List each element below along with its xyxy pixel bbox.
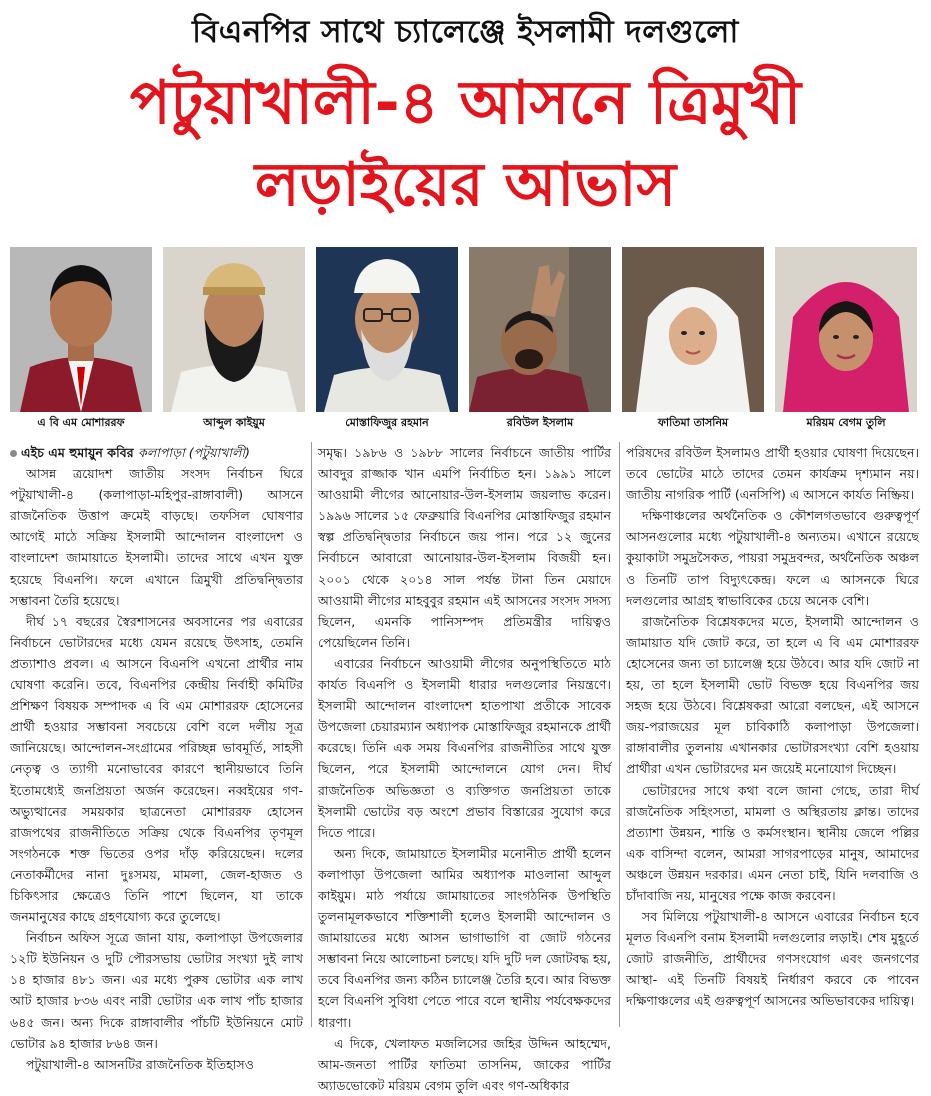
paragraph: অন্য দিকে, জামায়াতে ইসলামীর মনোনীত প্রার্থী হলেন কলাপাড়া উপজেলা আমির অধ্যাপক মাওলানা আব্দুল কাইয়ুম। মাঠ পর্যায়ে জামায়াতের সাংগঠনিক উপস্থিতি তুলনামূলকভাবে শক্তিশালী হলেও ইসলামী আন্দোলন ও জামায়াতের মধ্যে আসন ভাগাভাগি বা জোট গঠনের সম্ভাবনা নিয়ে আলোচনা চলছে। যদি দুটি দল জোটবদ্ধ হয়, তবে বিএনপির জন্য কঠিন চ্যালেঞ্জ তৈরি হবে। আর বিভক্ত হলে বিএনপি সুবিধা পেতে পারে বলে স্থানীয় পর্যবেক্ষকদের ধারণা। bbox=[318, 845, 611, 1030]
byline-location: কলাপাড়া (পটুয়াখালী) bbox=[138, 445, 250, 460]
main-headline-line-2: লড়াইয়ের আভাস bbox=[254, 150, 677, 220]
paragraph: ভোটারদের সাথে কথা বলে জানা গেছে, তারা দীর্ঘ রাজনৈতিক সহিংসতা, মামলা ও অস্থিরতায় ক্লান্ত। তাদের প্রত্যাশা উন্নয়ন, শান্তি ও কর্মসংস্থান। স্থানীয় জেলে পল্লির এক বাসিন্দা বলেন, আমরা সাগরপাড়ের মানুষ, আমাদের অঞ্চলে উন্নয়ন দরকার। এমন নেতা চাই, যিনি দলবাজি ও চাঁদাবাজি নয়, মানুষের পক্ষে কাজ করবেন। bbox=[626, 782, 919, 903]
paragraph: দীর্ঘ ১৭ বছরের স্বৈরশাসনের অবসানের পর এবারের নির্বাচনে ভোটারদের মধ্যে যেমন রয়েছে উৎসাহ, তেমনি প্রত্যাশাও প্রবল। এ আসনে বিএনপি এখনো প্রার্থীর নাম ঘোষণা করেনি। তবে, বিএনপির কেন্দ্রীয় নির্বাহী কমিটির প্রশিক্ষণ বিষয়ক সম্পাদক এ বি এম মোশাররফ হোসেনের প্রার্থী হওয়ার সম্ভাবনা সবচেয়ে বেশি বলে দলীয় সূত্র জানিয়েছে। আন্দোলন-সংগ্রামের পরিচ্ছন্ন ভাবমূর্তি, সাহসী নেতৃত্ব ও ত্যাগী মনোভাবের কারণে স্থানীয়ভাবে তিনি ইতোমধ্যেই জনপ্রিয়তা অর্জন করেছেন। নব্বইয়ের গণ-অভ্যুত্থানের সময়কার ছাত্রনেতা মোশাররফ হোসেন রাজপথের রাজনীতিতে সক্রিয় থেকে বিএনপির তৃণমূল সংগঠনকে শক্ত ভিতের ওপর দাঁড় করিয়েছেন। দলের নেতাকর্মীদের নানা দুঃসময়, মামলা, জেল-হাজত ও চিকিৎসার ক্ষেত্রেও তিনি পাশে ছিলেন, যা তাকে জনমানুষের কাছে গ্রহণযোগ্য করে তুলেছে। bbox=[10, 613, 303, 925]
column-divider bbox=[311, 442, 312, 1027]
byline-author: এইচ এম হুমায়ুন কবির bbox=[21, 445, 134, 460]
article-column-1 bbox=[10, 442, 303, 1072]
byline bbox=[10, 442, 303, 463]
caption-photo-4: রবিউল ইসলাম bbox=[506, 416, 574, 429]
candidate-photo-4 bbox=[469, 247, 611, 412]
bullet-icon bbox=[10, 450, 17, 457]
caption-photo-5: ফাতিমা তাসনিম bbox=[657, 416, 729, 429]
paragraph: নির্বাচন অফিস সূত্রে জানা যায়, কলাপাড়া উপজেলার ১২টি ইউনিয়ন ও দুটি পৌরসভায় ভোটার সংখ্যা দুই লাখ ১৪ হাজার ৪৮১ জন। এর মধ্যে পুরুষ ভোটার এক লাখ আট হাজার ৮৩৬ এবং নারী ভোটার এক লাখ পাঁচ হাজার ৬৪৫ জন। অন্য দিকে রাঙ্গাবালীর পাঁচটি ইউনিয়নে মোট ভোটার ৯৪ হাজার ৮৬৪ জন। bbox=[10, 930, 303, 1051]
caption-photo-3: মোস্তাফিজুর রহমান bbox=[345, 416, 429, 429]
article-column-3 bbox=[626, 442, 919, 1027]
paragraph: সমৃদ্ধ। ১৯৮৬ ও ১৯৮৮ সালের নির্বাচনে জাতীয় পার্টির আবদুর রাজ্জাক খান এমপি নির্বাচিত হন। ১৯৯১ সালে আওয়ামী লীগের আনোয়ার-উল-ইসলাম জয়লাভ করেন। ১৯৯৬ সালের ১৫ ফেব্রুয়ারি বিএনপির মোস্তাফিজুর রহমান স্বল্প প্রতিদ্বন্দ্বিতার নির্বাচনে জয় পান। পরে ১২ জুনের নির্বাচনে আবারো আনোয়ার-উল-ইসলাম বিজয়ী হন। ২০০১ থেকে ২০১৪ সাল পর্যন্ত টানা তিন মেয়াদে আওয়ামী লীগের মাহবুবুর রহমান এই আসনের সংসদ সদস্য ছিলেন, এমনকি পানিসম্পদ প্রতিমন্ত্রীর দায়িত্বও পেয়েছিলেন তিনি। bbox=[318, 445, 611, 650]
paragraph: দক্ষিণাঞ্চলের অর্থনৈতিক ও কৌশলগতভাবে গুরুত্বপূর্ণ আসনগুলোর মধ্যে পটুয়াখালী-৪ অন্যতম। এখানে রয়েছে কুয়াকাটা সমুদ্রসৈকত, পায়রা সমুদ্রবন্দর, অর্থনৈতিক অঞ্চল ও তিনটি তাপ বিদ্যুৎকেন্দ্র। ফলে এ আসনকে ঘিরে দলগুলোর আগ্রহ স্বাভাবিকের চেয়ে অনেক বেশি। bbox=[626, 508, 919, 608]
paragraph: পরিষদের রবিউল ইসলামও প্রার্থী হওয়ার ঘোষণা দিয়েছেন। তবে ভোটের মাঠে তাদের তেমন কার্যক্রম দৃশ্যমান নয়। জাতীয় নাগরিক পার্টি (এনসিপি) এ আসনে কার্যত নিষ্ক্রিয়। bbox=[626, 445, 919, 503]
paragraph: আসন্ন ত্রয়োদশ জাতীয় সংসদ নির্বাচন ঘিরে পটুয়াখালী-৪ (কলাপাড়া-মহিপুর-রাঙ্গাবালী) আসনে রাজনৈতিক উত্তাপ ক্রমেই বাড়ছে। তফসিল ঘোষণার আগেই মাঠে সক্রিয় ইসলামী আন্দোলন বাংলাদেশ ও বাংলাদেশ জামায়াতে ইসলামী। তাদের সাথে এখন যুক্ত হয়েছে বিএনপি। ফলে এখানে ত্রিমুখী প্রতিদ্বন্দ্বিতার সম্ভাবনা তৈরি হয়েছে। bbox=[10, 466, 303, 608]
caption-photo-6: মরিয়ম বেগম তুলি bbox=[806, 416, 886, 429]
candidate-photo-1 bbox=[10, 247, 152, 412]
candidate-photo-6 bbox=[775, 247, 917, 412]
caption-photo-1: এ বি এম মোশাররফ bbox=[37, 416, 125, 429]
paragraph: এ দিকে, খেলাফত মজলিসের জহির উদ্দিন আহম্মেদ, আম-জনতা পার্টির ফাতিমা তাসনিম, জাকের পার্টির অ্যাডভোকেট মরিয়ম বেগম তুলি এবং গণ-অধিকার bbox=[318, 1035, 611, 1093]
paragraph: পটুয়াখালী-৪ আসনটির রাজনৈতিক ইতিহাসও bbox=[26, 1056, 255, 1072]
paragraph: সব মিলিয়ে পটুয়াখালী-৪ আসনে এবারের নির্বাচন হবে মূলত বিএনপি বনাম ইসলামী দলগুলোর লড়াই। শেষ মুহূর্তে জোট রাজনীতি, প্রার্থীদের গণসংযোগ এবং জনগণের আস্থা- এই তিনটি বিষয়ই নির্ধারণ করবে কে পাবেন দক্ষিণাঞ্চলের এই গুরুত্বপূর্ণ আসনের অভিভাবকের দায়িত্ব। bbox=[626, 909, 919, 1009]
kicker-headline: বিএনপির সাথে চ্যালেঞ্জে ইসলামী দলগুলো bbox=[192, 14, 739, 50]
paragraph: রাজনৈতিক বিশ্লেষকদের মতে, ইসলামী আন্দোলন ও জামায়াত যদি জোট করে, তা হলে এ বি এম মোশাররফ হোসেনের জন্য তা চ্যালেঞ্জ হয়ে উঠবে। আর যদি জোট না হয়, তা হলে ইসলামী ভোট বিভক্ত হয়ে বিএনপির জয় সহজ হয়ে উঠবে। বিশ্লেষকরা আরো বলছেন, এই আসনে জয়-পরাজয়ের মূল চাবিকাঠি কলাপাড়া উপজেলা। রাঙ্গাবালীর তুলনায় এখানকার ভোটারসংখ্যা বেশি হওয়ায় প্রার্থীরা এখন ভোটারদের মন জয়েই মনোযোগ দিচ্ছেন। bbox=[626, 613, 919, 777]
caption-photo-2: আব্দুল কাইয়ুম bbox=[203, 416, 265, 429]
candidate-photo-5 bbox=[622, 247, 764, 412]
article-column-2 bbox=[318, 442, 611, 1093]
candidate-photo-3 bbox=[316, 247, 458, 412]
column-divider bbox=[619, 442, 620, 1027]
candidate-photo-strip bbox=[10, 247, 921, 427]
paragraph: এবারের নির্বাচনে আওয়ামী লীগের অনুপস্থিতিতে মাঠ কার্যত বিএনপি ও ইসলামী ধারার দলগুলোর নিয়ন্ত্রণে। ইসলামী আন্দোলন বাংলাদেশ হাতপাখা প্রতীকে সাবেক উপজেলা চেয়ারম্যান অধ্যাপক মোস্তাফিজুর রহমানকে প্রার্থী করেছে। তিনি এক সময় বিএনপির রাজনীতির সাথে যুক্ত ছিলেন, পরে ইসলামী আন্দোলনে যোগ দেন। দীর্ঘ রাজনৈতিক অভিজ্ঞতা ও ব্যক্তিগত জনপ্রিয়তা তাকে ইসলামী ভোটের বড় অংশে প্রভাব বিস্তারের সুযোগ করে দিতে পারে। bbox=[318, 655, 611, 840]
main-headline-line-1: পটুয়াখালী-৪ আসনে ত্রিমুখী bbox=[129, 68, 802, 138]
candidate-photo-2 bbox=[163, 247, 305, 412]
